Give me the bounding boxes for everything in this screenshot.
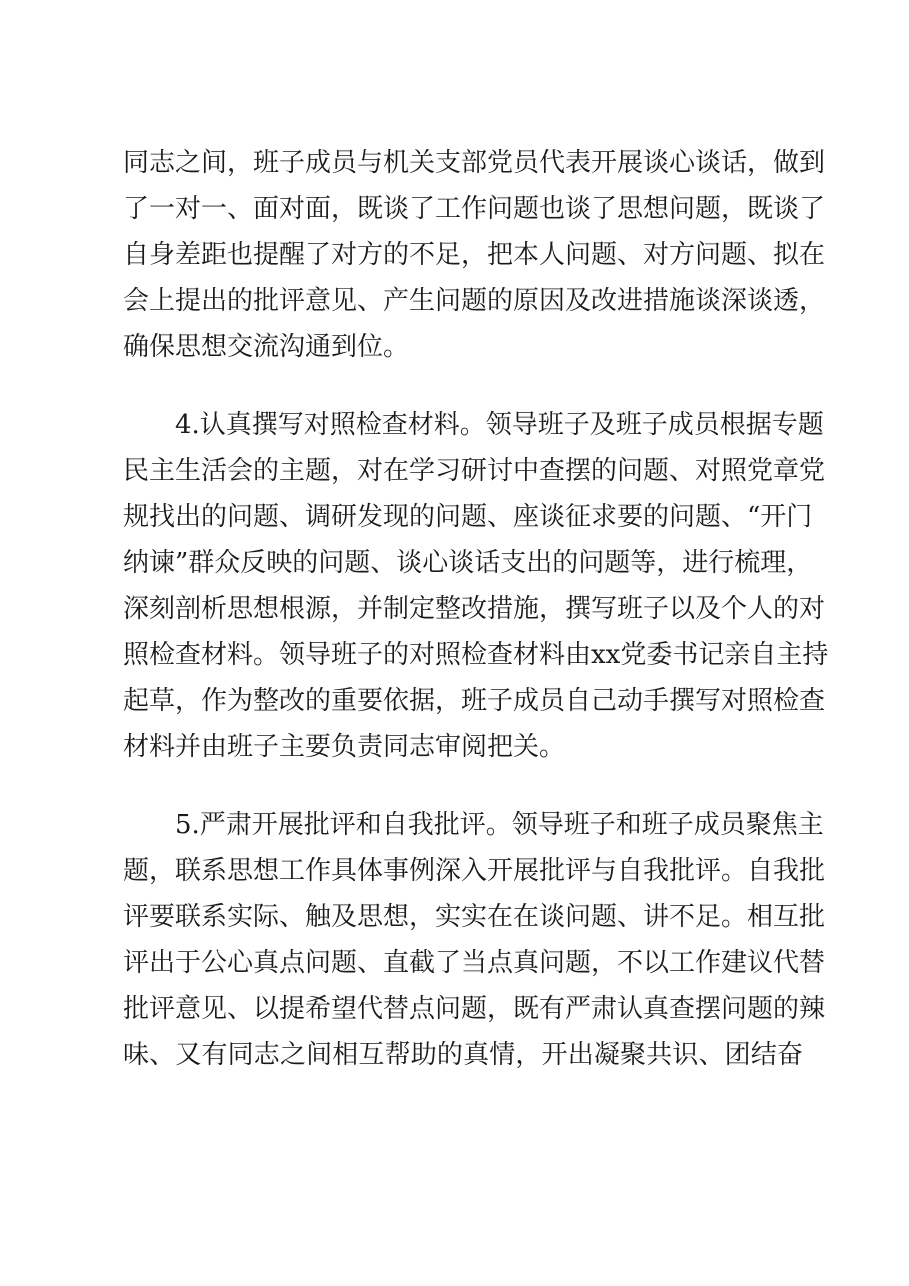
- document-body: [123, 140, 829, 1078]
- text-line: 民主生活会的主题，对在学习研讨中查摆的问题、对照党章党: [123, 456, 826, 486]
- text-line: 自身差距也提醒了对方的不足，把本人问题、对方问题、拟在: [123, 240, 826, 270]
- text-line: 确保思想交流沟通到位。: [123, 332, 410, 362]
- text-line: 题，联系思想工作具体事例深入开展批评与自我批评。自我批: [123, 856, 826, 886]
- text-line: 深刻剖析思想根源，并制定整改措施，撰写班子以及个人的对: [123, 594, 826, 624]
- text-line: 照检查材料。领导班子的对照检查材料由xx党委书记亲自主持: [123, 640, 829, 670]
- text-line: 批评意见、以提希望代替点问题，既有严肃认真查摆问题的辣: [123, 994, 826, 1024]
- text-line: 4.认真撰写对照检查材料。领导班子及班子成员根据专题: [175, 410, 824, 440]
- text-line: 规找出的问题、调研发现的问题、座谈征求要的问题、“开门: [123, 502, 813, 532]
- text-line: 了一对一、面对面，既谈了工作问题也谈了思想问题，既谈了: [123, 194, 826, 224]
- paragraph-2: [123, 402, 829, 770]
- text-line: 同志之间，班子成员与机关支部党员代表开展谈心谈话，做到: [123, 148, 826, 178]
- text-line: 评要联系实际、触及思想，实实在在谈问题、讲不足。相互批: [123, 902, 826, 932]
- text-line: 5.严肃开展批评和自我批评。领导班子和班子成员聚焦主: [175, 810, 824, 840]
- text-line: 材料并由班子主要负责同志审阅把关。: [123, 732, 566, 762]
- paragraph-3: [123, 802, 826, 1078]
- text-line: 评出于公心真点问题、直截了当点真问题，不以工作建议代替: [123, 948, 826, 978]
- paragraph-1: [123, 140, 826, 370]
- text-line: 起草，作为整改的重要依据，班子成员自己动手撰写对照检查: [123, 686, 826, 716]
- text-line: 会上提出的批评意见、产生问题的原因及改进措施谈深谈透，: [123, 286, 826, 316]
- text-line: 味、又有同志之间相互帮助的真情，开出凝聚共识、团结奋: [123, 1040, 803, 1070]
- text-line: 纳谏”群众反映的问题、谈心谈话支出的问题等，进行梳理，: [123, 548, 813, 578]
